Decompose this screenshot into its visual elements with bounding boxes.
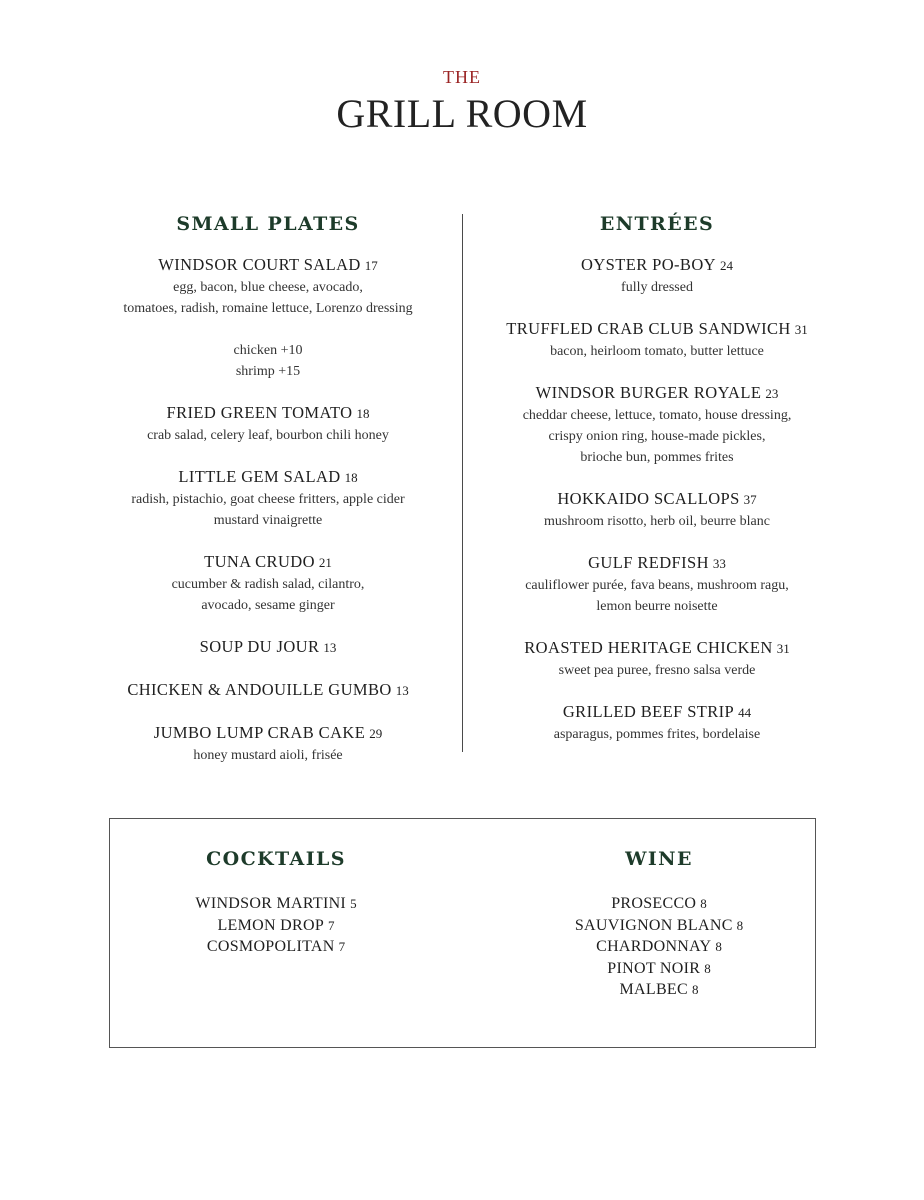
drink-name: LEMON DROP: [217, 916, 325, 934]
item-addons: [60, 340, 476, 382]
wine-heading: WINE: [625, 848, 693, 870]
item-price: 24: [719, 258, 733, 273]
item-name-line: [60, 551, 476, 574]
description-line: cauliflower purée, fava beans, mushroom ragu,: [525, 578, 789, 593]
item-description: [60, 489, 476, 531]
item-name: GRILLED BEEF STRIP: [562, 702, 735, 721]
description-line: bacon, heirloom tomato, butter lettuce: [550, 344, 764, 359]
entrees-column: [492, 210, 822, 765]
drink-name: WINDSOR MARTINI: [195, 895, 347, 912]
item-price: 23: [765, 386, 779, 401]
small-plates-heading: SMALL PLATES: [176, 213, 360, 235]
item-name: TUNA CRUDO: [204, 552, 315, 571]
item-description: [60, 277, 476, 319]
description-line: brioche bun, pommes frites: [580, 450, 734, 465]
description-line: egg, bacon, blue cheese, avocado,: [173, 280, 363, 295]
menu-header: [0, 64, 924, 136]
item-name-line: [492, 637, 822, 660]
item-description: [492, 724, 822, 745]
description-line: cucumber & radish salad, cilantro,: [171, 577, 365, 592]
menu-item: [60, 679, 476, 702]
menu-item: [60, 466, 476, 531]
item-price: 31: [794, 322, 808, 337]
description-line: mushroom risotto, herb oil, beurre blanc: [544, 514, 770, 529]
item-name-line: [60, 254, 476, 277]
description-line: crispy onion ring, house-made pickles,: [548, 429, 766, 444]
cocktails-list: [150, 893, 402, 958]
item-description: [492, 277, 822, 298]
item-name: GULF REDFISH: [588, 553, 709, 572]
menu-item: [60, 722, 476, 766]
item-price: 37: [743, 492, 757, 507]
drink-item: [150, 915, 402, 937]
addon-line: shrimp +15: [235, 364, 301, 379]
drink-price: 8: [691, 982, 699, 997]
drink-name: CHARDONNAY: [596, 938, 712, 955]
item-price: 13: [323, 640, 337, 655]
item-name: JUMBO LUMP CRAB CAKE: [153, 723, 366, 742]
drink-item: [530, 958, 788, 980]
item-name: FRIED GREEN TOMATO: [166, 403, 353, 422]
drink-name: PINOT NOIR: [607, 959, 701, 977]
drink-price: 8: [700, 896, 707, 911]
description-line: radish, pistachio, goat cheese fritters, apple cider: [131, 492, 405, 507]
drink-item: [150, 936, 402, 958]
drink-item: [530, 915, 788, 937]
drink-item: [530, 936, 788, 958]
menu-item: [492, 552, 822, 617]
item-name-line: [492, 552, 822, 575]
menu-item: [492, 488, 822, 532]
drink-name: MALBEC: [619, 981, 688, 998]
description-line: avocado, sesame ginger: [201, 598, 335, 613]
wine-column: [530, 845, 788, 1001]
item-price: 13: [395, 683, 409, 698]
item-name-line: [60, 679, 476, 702]
description-line: asparagus, pommes frites, bordelaise: [553, 727, 761, 742]
column-divider: [462, 214, 463, 752]
item-name: CHICKEN & ANDOUILLE GUMBO: [127, 680, 392, 699]
drink-item: [530, 893, 788, 915]
addon-line: chicken +10: [233, 343, 303, 358]
drink-item: [530, 979, 788, 1001]
cocktails-column: [150, 845, 402, 958]
item-name: ROASTED HERITAGE CHICKEN: [524, 638, 773, 657]
drink-name: COSMOPOLITAN: [206, 938, 335, 955]
drink-price: 8: [715, 939, 722, 954]
drinks-box: [109, 818, 816, 1048]
item-name-line: [492, 701, 822, 724]
description-line: cheddar cheese, lettuce, tomato, house dressing,: [522, 408, 792, 423]
menu-item: [492, 382, 822, 468]
item-description: [60, 745, 476, 766]
item-name: LITTLE GEM SALAD: [178, 467, 341, 486]
description-line: honey mustard aioli, frisée: [193, 748, 343, 763]
menu-item: [60, 636, 476, 659]
item-price: 29: [369, 726, 383, 741]
item-name-line: [492, 382, 822, 405]
drink-price: 7: [328, 917, 335, 933]
menu-item: [492, 318, 822, 362]
item-name: SOUP DU JOUR: [199, 637, 320, 656]
drink-name: SAUVIGNON BLANC: [574, 916, 733, 934]
header-kicker: THE: [443, 67, 481, 87]
item-description: [492, 405, 822, 468]
item-name: HOKKAIDO SCALLOPS: [557, 489, 740, 508]
small-plates-column: [60, 210, 476, 786]
drink-price: 8: [736, 917, 744, 933]
entrees-list: [492, 254, 822, 745]
description-line: sweet pea puree, fresno salsa verde: [558, 663, 756, 678]
menu-item: [492, 254, 822, 298]
item-name-line: [492, 254, 822, 277]
item-price: 17: [364, 258, 378, 273]
drink-name: PROSECCO: [611, 895, 697, 912]
item-price: 18: [356, 406, 370, 421]
item-name-line: [60, 722, 476, 745]
description-line: mustard vinaigrette: [213, 513, 323, 528]
description-line: lemon beurre noisette: [596, 599, 718, 614]
entrees-heading: ENTRÉES: [599, 213, 715, 235]
drink-price: 5: [350, 896, 357, 911]
description-line: crab salad, celery leaf, bourbon chili honey: [147, 428, 389, 443]
menu-item: [60, 402, 476, 446]
item-price: 18: [344, 470, 358, 485]
drink-item: [150, 893, 402, 915]
item-name-line: [492, 318, 822, 341]
description-line: fully dressed: [621, 280, 693, 295]
drink-price: 8: [704, 960, 711, 976]
item-name: TRUFFLED CRAB CLUB SANDWICH: [506, 319, 791, 338]
item-name-line: [60, 636, 476, 659]
item-description: [60, 425, 476, 446]
menu-item: [492, 701, 822, 745]
item-name: OYSTER PO-BOY: [581, 255, 716, 274]
item-price: 44: [738, 705, 752, 720]
description-line: tomatoes, radish, romaine lettuce, Lorenzo dressing: [123, 301, 413, 316]
item-price: 33: [712, 556, 726, 571]
item-name-line: [60, 466, 476, 489]
wine-list: [530, 893, 788, 1001]
item-name: WINDSOR COURT SALAD: [158, 255, 361, 274]
item-name: WINDSOR BURGER ROYALE: [535, 383, 762, 402]
page-title: GRILL ROOM: [336, 91, 588, 136]
item-description: [492, 575, 822, 617]
menu-item: [60, 254, 476, 382]
small-plates-list: [60, 254, 476, 766]
item-name-line: [492, 488, 822, 511]
item-description: [492, 341, 822, 362]
item-description: [492, 511, 822, 532]
item-price: 31: [776, 641, 790, 656]
item-description: [492, 660, 822, 681]
item-price: 21: [318, 555, 332, 570]
drink-price: 7: [338, 939, 346, 954]
cocktails-heading: COCKTAILS: [206, 848, 346, 870]
item-description: [60, 574, 476, 616]
menu-item: [492, 637, 822, 681]
item-name-line: [60, 402, 476, 425]
menu-item: [60, 551, 476, 616]
